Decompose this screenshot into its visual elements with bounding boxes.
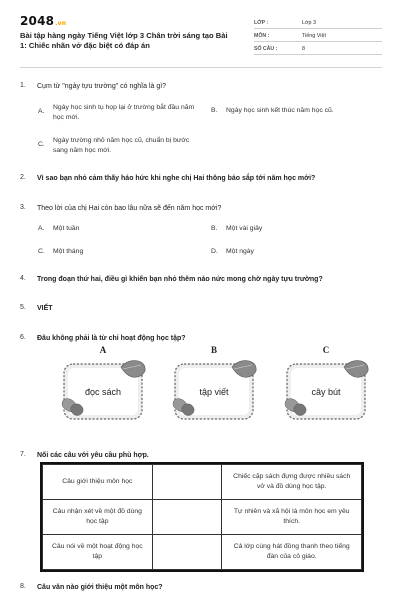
question-3 (20, 204, 382, 213)
q3-option-a[interactable] (38, 224, 203, 234)
meta-value: Lớp 3 (302, 20, 317, 26)
question-text: Cụm từ "ngày tựu trường" có nghĩa là gì? (37, 83, 167, 90)
question-number: 1. (20, 82, 26, 89)
meta-value: 8 (302, 46, 305, 52)
question-text: Câu văn nào giới thiệu một môn học? (37, 584, 163, 591)
option-letter: A. (38, 225, 45, 232)
question-number: 6. (20, 334, 26, 341)
question-text: Trong đoạn thứ hai, điều gì khiến bạn nhỏ thêm náo nức mong chờ ngày tựu trường? (37, 276, 323, 283)
section-heading: VIẾT (37, 305, 53, 312)
question-2 (20, 174, 382, 183)
table-row (43, 465, 362, 500)
question-text: Nối các câu với yêu cầu phù hợp. (37, 452, 149, 459)
match-right-item[interactable]: Cả lớp cùng hát đồng thanh theo tiếng đàn của cô giáo. (222, 535, 362, 570)
card-text: cây bút (311, 387, 341, 397)
question-number: 5. (20, 304, 26, 311)
match-gap (152, 500, 222, 535)
option-text: Một ngày (226, 248, 254, 255)
meta-key: LỚP : (254, 20, 269, 26)
meta-row-count (254, 42, 382, 55)
card-letter: B (210, 345, 217, 355)
question-6 (20, 334, 382, 343)
question-text: Đâu không phải là từ chỉ hoạt động học tập? (37, 335, 186, 342)
option-letter: A. (38, 108, 45, 115)
option-text: Ngày trường nhỏ năm học cũ, chuẩn bị bước sang năm học mới. (53, 137, 190, 154)
table-row (43, 500, 362, 535)
match-left-item[interactable]: Câu giới thiệu môn học (43, 465, 153, 500)
q1-option-a[interactable] (38, 103, 201, 122)
logo-main: 2048 (20, 14, 55, 28)
option-letter: B. (211, 107, 218, 114)
meta-key: MÔN : (254, 33, 270, 39)
page-title: Bài tập hàng ngày Tiếng Việt lớp 3 Chân trời sáng tạo Bài 1: Chiếc nhãn vở đặc biệt có đáp án (20, 31, 228, 50)
option-letter: C. (38, 248, 45, 255)
option-text: Một tháng (53, 248, 84, 255)
card-letter: C (322, 345, 330, 355)
q3-option-b[interactable] (211, 224, 376, 234)
meta-row-class (254, 16, 382, 29)
question-5 (20, 304, 382, 313)
q1-option-c[interactable] (38, 136, 201, 155)
q1-option-b[interactable] (211, 106, 386, 116)
question-number: 3. (20, 204, 26, 211)
meta-row-subject (254, 29, 382, 42)
question-7 (20, 451, 382, 460)
header-divider (20, 67, 382, 68)
q3-option-d[interactable] (211, 247, 376, 257)
question-8 (20, 583, 382, 592)
option-text: Một vài giây (226, 225, 263, 232)
question-text: Theo lời của chị Hai còn bao lâu nữa sẽ đến năm học mới? (37, 205, 222, 212)
option-letter: B. (211, 225, 218, 232)
match-right-item[interactable]: Chiếc cặp sách đựng được nhiều sách vở và đồ dùng học tập. (222, 465, 362, 500)
table-row (43, 535, 362, 570)
card-text: đọc sách (84, 387, 122, 397)
match-gap (152, 535, 222, 570)
card-text: tập viết (199, 387, 229, 397)
match-left-item[interactable]: Câu nhận xét về một đồ dùng học tập (43, 500, 153, 535)
question-1 (20, 82, 382, 91)
option-text: Ngày học sinh tụ họp lại ở trường bắt đầu năm học mới. (53, 104, 195, 121)
option-text: Một tuần (53, 225, 80, 232)
worksheet-header (20, 14, 382, 60)
matching-table (42, 464, 362, 570)
q3-option-c[interactable] (38, 247, 203, 257)
match-gap (152, 465, 222, 500)
meta-info (254, 16, 382, 55)
meta-key: SỐ CÂU : (254, 46, 278, 52)
match-left-item[interactable]: Câu nói về một hoạt động học tập (43, 535, 153, 570)
option-letter: D. (211, 248, 218, 255)
match-right-item[interactable]: Tự nhiên và xã hội là môn học em yêu thích. (222, 500, 362, 535)
option-text: Ngày học sinh kết thúc năm học cũ. (226, 107, 334, 114)
question-4 (20, 275, 382, 284)
card-letter: A (99, 345, 107, 355)
question-number: 8. (20, 583, 26, 590)
question-text: Vì sao bạn nhỏ cảm thấy háo hức khi nghe chị Hai thông báo sắp tới năm học mới? (37, 175, 316, 182)
question-number: 2. (20, 174, 26, 181)
logo-domain: .vn (55, 20, 67, 27)
question-number: 7. (20, 451, 26, 458)
option-letter: C. (38, 141, 45, 148)
question-number: 4. (20, 275, 26, 282)
meta-value: Tiếng Việt (302, 33, 326, 39)
